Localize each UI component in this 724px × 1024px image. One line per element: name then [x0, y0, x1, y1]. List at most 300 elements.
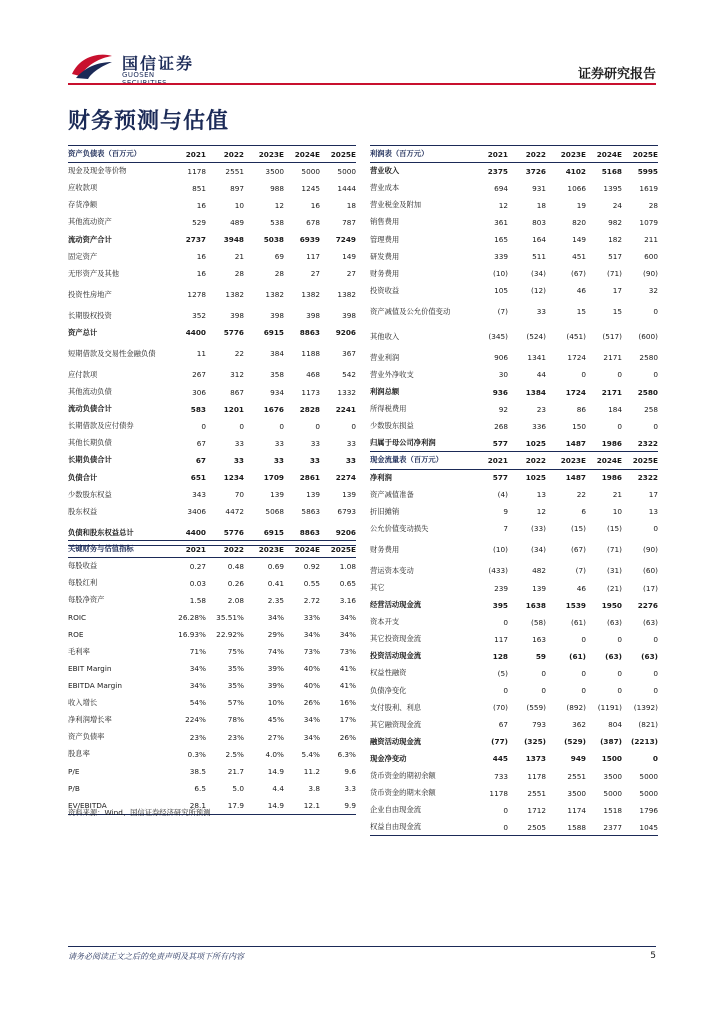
cell-value: 1487 — [565, 438, 586, 448]
cell-value: 28 — [648, 200, 658, 210]
cell-value: 267 — [192, 370, 206, 380]
table-row — [68, 452, 356, 469]
table-row — [68, 626, 356, 643]
cell-value: (517) — [602, 332, 622, 342]
cell-value: 2.35 — [267, 595, 284, 605]
cell-value: 1174 — [567, 805, 586, 815]
cell-value: 3500 — [603, 771, 622, 781]
row-label: 资产负债率 — [68, 732, 105, 742]
cell-value: 35% — [227, 664, 244, 674]
cell-value: 1025 — [525, 438, 546, 448]
cell-value: 6793 — [337, 507, 356, 517]
cell-value: 9206 — [320, 520, 356, 545]
cell-value: (524) — [526, 332, 546, 342]
cell-value: (600) — [638, 332, 658, 342]
row-label: 权益性融资 — [370, 668, 407, 678]
cell-value: 32 — [648, 286, 658, 296]
cell-value: (892) — [566, 703, 586, 713]
table-row — [370, 579, 658, 596]
table-row — [370, 248, 658, 265]
header-divider — [68, 83, 656, 85]
cell-value: 34% — [303, 630, 320, 640]
cell-value: 2.72 — [303, 595, 320, 605]
cell-value: 86 — [576, 404, 586, 414]
cell-value: (70) — [493, 703, 508, 713]
cell-value: 24 — [612, 200, 622, 210]
cell-value: 1500 — [601, 754, 622, 764]
cell-value: 17.9 — [206, 797, 244, 814]
column-header: 2025E — [320, 541, 356, 558]
cell-value: 1188 — [301, 349, 320, 359]
cell-value: 9.6 — [344, 766, 356, 776]
cell-value: 651 — [190, 473, 206, 483]
cell-value: 1950 — [601, 600, 622, 610]
cell-value: 163 — [532, 634, 546, 644]
cell-value: 34% — [303, 715, 320, 725]
row-label: 研发费用 — [370, 251, 400, 261]
cell-value: 1395 — [603, 183, 622, 193]
data-source-note: 资料来源：Wind、国信证券经济研究所预测 — [68, 808, 211, 817]
column-header: 2024E — [586, 146, 622, 163]
cell-value: (31) — [607, 566, 622, 576]
table-row — [68, 677, 356, 694]
cell-value: 13 — [648, 507, 658, 517]
cell-value: 5038 — [263, 235, 284, 245]
cell-value: 1178 — [187, 166, 206, 176]
cell-value: 1712 — [527, 805, 546, 815]
cell-value: (77) — [491, 737, 508, 747]
row-label: 公允价值变动损失 — [370, 523, 429, 533]
column-header: 2021 — [166, 541, 206, 558]
cell-value: 583 — [190, 404, 206, 414]
cell-value: 5068 — [265, 507, 284, 517]
cell-value: 1045 — [622, 819, 658, 836]
table-row — [68, 746, 356, 763]
row-label: P/E — [68, 766, 80, 776]
table-row — [370, 631, 658, 648]
row-label: 少数股东权益 — [68, 489, 112, 499]
cell-value: (7) — [575, 566, 586, 576]
cell-value: 44 — [536, 370, 546, 380]
cell-value: 2375 — [487, 166, 508, 176]
cell-value: 139 — [306, 490, 320, 500]
cell-value: 2322 — [637, 473, 658, 483]
cell-value: 1487 — [565, 473, 586, 483]
cell-value: 6915 — [244, 520, 284, 545]
row-label: EBIT Margin — [68, 664, 112, 674]
row-label: 毛利率 — [68, 646, 90, 656]
cell-value: 1382 — [225, 290, 244, 300]
cell-value: 931 — [532, 183, 546, 193]
row-label: 财务费用 — [370, 268, 400, 278]
key-metrics-table — [68, 540, 356, 815]
cell-value: 16.93% — [178, 630, 206, 640]
cell-value: 149 — [342, 252, 356, 262]
cell-value: 0 — [653, 634, 658, 644]
cell-value: 793 — [532, 720, 546, 730]
table-row — [370, 418, 658, 435]
cell-value: 139 — [270, 490, 284, 500]
cell-value: 1986 — [601, 473, 622, 483]
row-label: ROIC — [68, 612, 87, 622]
cell-value: 851 — [192, 183, 206, 193]
cell-value: (325) — [524, 737, 546, 747]
cell-value: 3500 — [265, 166, 284, 176]
cell-value: (67) — [571, 269, 586, 279]
row-label: 利润总额 — [370, 387, 400, 397]
row-label: 股息率 — [68, 749, 90, 759]
table-row — [68, 324, 356, 341]
cell-value: 2276 — [637, 600, 658, 610]
table-row — [68, 643, 356, 660]
cell-value: 21 — [234, 252, 244, 262]
cell-value: 4400 — [166, 520, 206, 545]
balance-sheet-table — [68, 145, 356, 546]
cell-value: 4.4 — [272, 783, 284, 793]
cell-value: 40% — [303, 664, 320, 674]
cell-value: 34% — [339, 612, 356, 622]
cell-value: 12.1 — [284, 797, 320, 814]
cell-value: 0 — [617, 370, 622, 380]
row-label: 存货净额 — [68, 200, 98, 210]
cell-value: 3406 — [187, 507, 206, 517]
cell-value: 16 — [196, 200, 206, 210]
table-row — [68, 575, 356, 592]
cell-value: 1278 — [187, 290, 206, 300]
cell-value: 0 — [581, 370, 586, 380]
cell-value: 18 — [536, 200, 546, 210]
cell-value: (34) — [531, 545, 546, 555]
column-header: 2023E — [546, 452, 586, 469]
cell-value: 577 — [492, 438, 508, 448]
cell-value: 0 — [468, 819, 508, 836]
row-label: P/B — [68, 783, 80, 793]
cell-value: 57% — [227, 698, 244, 708]
row-label: 营业收入 — [370, 166, 400, 176]
cell-value: 19 — [576, 200, 586, 210]
cell-value: 4102 — [565, 166, 586, 176]
cell-value: 6939 — [299, 235, 320, 245]
cell-value: 5776 — [223, 328, 244, 338]
cell-value: 787 — [342, 217, 356, 227]
cell-value: 804 — [608, 720, 622, 730]
cell-value: 28 — [234, 269, 244, 279]
cell-value: 3.8 — [308, 783, 320, 793]
cell-value: (433) — [488, 566, 508, 576]
row-label: 应收款项 — [68, 183, 98, 193]
cell-value: 5863 — [301, 507, 320, 517]
cell-value: 5995 — [637, 166, 658, 176]
cell-value: 0 — [503, 686, 508, 696]
cell-value: 21 — [612, 490, 622, 500]
page-number: 5 — [650, 951, 656, 961]
cell-value: 16% — [339, 698, 356, 708]
row-label: 资产减值准备 — [370, 489, 414, 499]
cell-value: 0.92 — [303, 561, 320, 571]
cell-value: 358 — [270, 370, 284, 380]
cell-value: 2861 — [299, 473, 320, 483]
cell-value: 538 — [270, 217, 284, 227]
table-header-row — [370, 146, 658, 163]
table-header-row — [370, 452, 658, 469]
cell-value: 33 — [310, 438, 320, 448]
page-header — [0, 0, 724, 92]
cell-value: 34% — [339, 630, 356, 640]
cell-value: 67 — [498, 720, 508, 730]
row-label: EV/EBITDA — [68, 797, 166, 814]
cell-value: 1.08 — [339, 561, 356, 571]
cell-value: 4400 — [185, 328, 206, 338]
table-row — [68, 180, 356, 197]
row-label: 其他收入 — [370, 331, 400, 341]
cell-value: 17 — [612, 286, 622, 296]
cell-value: 3.3 — [344, 783, 356, 793]
table-row — [68, 307, 356, 324]
cell-value: 6 — [581, 507, 586, 517]
cell-value: (7) — [497, 307, 508, 317]
cell-value: 73% — [339, 647, 356, 657]
cell-value: (1392) — [633, 703, 658, 713]
cell-value: 182 — [608, 235, 622, 245]
row-label: 每股收益 — [68, 561, 98, 571]
table-row — [68, 469, 356, 486]
cell-value: 2580 — [639, 353, 658, 363]
cell-value: 22.92% — [216, 630, 244, 640]
cell-value: 1724 — [567, 353, 586, 363]
table-row — [68, 609, 356, 626]
row-label: 货币资金的期末余额 — [370, 788, 436, 798]
cell-value: 33 — [233, 455, 244, 465]
cell-value: 26% — [303, 698, 320, 708]
column-header: 2025E — [622, 146, 658, 163]
cell-value: 41% — [339, 664, 356, 674]
table-row — [68, 341, 356, 366]
cell-value: 2322 — [637, 438, 658, 448]
row-label: 资产减值及公允价值变动 — [370, 307, 451, 317]
cell-value: 0 — [541, 668, 546, 678]
cell-value: 4.0% — [265, 749, 284, 759]
guosen-logo-icon — [70, 50, 114, 80]
row-label: 其他长期负债 — [68, 438, 112, 448]
table-row — [370, 537, 658, 562]
cell-value: 3948 — [223, 235, 244, 245]
table-row — [68, 711, 356, 728]
column-header: 2021 — [468, 452, 508, 469]
cell-value: 1.58 — [189, 595, 206, 605]
cell-value: 15 — [576, 307, 586, 317]
row-label: 归属于母公司净利润 — [370, 438, 436, 448]
row-label: 股东权益 — [68, 506, 98, 516]
table-row — [370, 716, 658, 733]
cell-value: 0.26 — [227, 578, 244, 588]
cell-value: 451 — [572, 252, 586, 262]
row-label: 货币资金的期初余额 — [370, 771, 436, 781]
cell-value: 12 — [498, 200, 508, 210]
cell-value: 10% — [267, 698, 284, 708]
cell-value: 35% — [227, 681, 244, 691]
cell-value: 0 — [617, 421, 622, 431]
cell-value: 0 — [581, 668, 586, 678]
cell-value: 361 — [494, 217, 508, 227]
cell-value: 70 — [234, 490, 244, 500]
cell-value: 2377 — [586, 819, 622, 836]
table-row — [68, 197, 356, 214]
cell-value: (559) — [526, 703, 546, 713]
cell-value: 33 — [234, 438, 244, 448]
cell-value: 9.9 — [320, 797, 356, 814]
table-row — [68, 282, 356, 307]
cell-value: 33 — [346, 438, 356, 448]
table-row — [370, 562, 658, 579]
row-label: 长期股权投资 — [68, 310, 112, 320]
cell-value: 23 — [536, 404, 546, 414]
cell-value: 1709 — [263, 473, 284, 483]
cell-value: 0.65 — [339, 578, 356, 588]
cell-value: 26% — [339, 732, 356, 742]
cell-value: 398 — [270, 311, 284, 321]
cell-value: 803 — [532, 217, 546, 227]
column-header: 2023E — [546, 146, 586, 163]
cell-value: 67 — [196, 438, 206, 448]
row-label: 其它投资现金流 — [370, 634, 422, 644]
cell-value: 0 — [652, 754, 658, 764]
row-label: 营业成本 — [370, 183, 400, 193]
cell-value: 35.51% — [216, 612, 244, 622]
cell-value: 694 — [494, 183, 508, 193]
row-label: 每股净资产 — [68, 595, 105, 605]
cell-value: 5000 — [301, 166, 320, 176]
table-header-row — [68, 146, 356, 163]
cell-value: 949 — [570, 754, 586, 764]
report-type-label: 证券研究报告 — [577, 67, 656, 82]
cell-value: 7 — [503, 524, 508, 534]
table-row — [370, 614, 658, 631]
column-header: 2025E — [622, 452, 658, 469]
table-row — [68, 503, 356, 520]
row-label: 净利润 — [370, 472, 392, 482]
table-row — [370, 469, 658, 486]
cell-value: 517 — [608, 252, 622, 262]
cell-value: 3500 — [567, 788, 586, 798]
column-header: 2022 — [206, 541, 244, 558]
cell-value: 1201 — [223, 404, 244, 414]
table-row — [370, 750, 658, 767]
cell-value: 150 — [572, 421, 586, 431]
cell-value: (15) — [607, 524, 622, 534]
cell-value: 1382 — [301, 290, 320, 300]
cell-value: 982 — [608, 217, 622, 227]
table-title: 关键财务与估值指标 — [68, 541, 166, 558]
cell-value: 395 — [492, 600, 508, 610]
cell-value: 1384 — [525, 387, 546, 397]
cell-value: 33 — [345, 455, 356, 465]
cell-value: 39% — [267, 664, 284, 674]
table-row — [370, 163, 658, 180]
row-label: 权益自由现金流 — [370, 819, 468, 836]
cell-value: 33 — [274, 438, 284, 448]
table-header-row — [68, 541, 356, 558]
row-label: 营业税金及附加 — [370, 200, 422, 210]
cell-value: (821) — [638, 720, 658, 730]
cell-value: 268 — [494, 421, 508, 431]
table-row — [370, 401, 658, 418]
cell-value: (90) — [643, 545, 658, 555]
table-row — [68, 486, 356, 503]
cell-value: (33) — [531, 524, 546, 534]
table-row — [370, 197, 658, 214]
cell-value: 0 — [541, 686, 546, 696]
cell-value: 820 — [572, 217, 586, 227]
cell-value: 33% — [303, 612, 320, 622]
cell-value: 936 — [492, 387, 508, 397]
table-row — [68, 214, 356, 231]
table-row — [370, 214, 658, 231]
row-label: 营业外净收支 — [370, 369, 414, 379]
table-row — [370, 349, 658, 366]
cell-value: 5000 — [639, 771, 658, 781]
footer-disclaimer: 请务必阅读正文之后的免责声明及其项下所有内容 — [68, 952, 244, 961]
cell-value: 16 — [196, 252, 206, 262]
table-row — [68, 366, 356, 383]
cell-value: 1234 — [223, 473, 244, 483]
column-header: 2022 — [508, 146, 546, 163]
column-header: 2021 — [166, 146, 206, 163]
cell-value: 6915 — [263, 328, 284, 338]
row-label: 经营活动现金流 — [370, 600, 422, 610]
table-row — [370, 819, 658, 836]
cell-value: 2551 — [567, 771, 586, 781]
cell-value: (61) — [569, 651, 586, 661]
row-label: 融资活动现金流 — [370, 736, 422, 746]
row-label: 销售费用 — [370, 217, 400, 227]
table-row — [370, 733, 658, 750]
cell-value: 398 — [230, 311, 244, 321]
cell-value: 23% — [189, 732, 206, 742]
cell-value: 1178 — [489, 788, 508, 798]
cell-value: 0.03 — [189, 578, 206, 588]
cell-value: (61) — [571, 617, 586, 627]
cell-value: 22 — [234, 349, 244, 359]
table-row — [68, 763, 356, 780]
table-row — [68, 265, 356, 282]
row-label: 长期负债合计 — [68, 455, 112, 465]
column-header: 2024E — [284, 146, 320, 163]
column-header: 2021 — [468, 146, 508, 163]
cell-value: 0 — [581, 634, 586, 644]
cell-value: 2505 — [508, 819, 546, 836]
cell-value: 11.2 — [303, 766, 320, 776]
row-label: 营运资本变动 — [370, 565, 414, 575]
cell-value: 312 — [230, 370, 244, 380]
cell-value: 0 — [503, 617, 508, 627]
cell-value: 1796 — [639, 805, 658, 815]
cell-value: 511 — [532, 252, 546, 262]
cell-value: 2580 — [637, 387, 658, 397]
cell-value: 45% — [267, 715, 284, 725]
cell-value: 1638 — [525, 600, 546, 610]
cell-value: 12 — [274, 200, 284, 210]
cell-value: 0.55 — [303, 578, 320, 588]
row-label: 管理费用 — [370, 234, 400, 244]
cell-value: (58) — [531, 617, 546, 627]
cell-value: 23% — [227, 732, 244, 742]
cell-value: 34% — [189, 664, 206, 674]
cell-value: 239 — [494, 583, 508, 593]
row-label: 收入增长 — [68, 697, 98, 707]
cell-value: 988 — [270, 183, 284, 193]
table-row — [68, 592, 356, 609]
table-row — [68, 384, 356, 401]
